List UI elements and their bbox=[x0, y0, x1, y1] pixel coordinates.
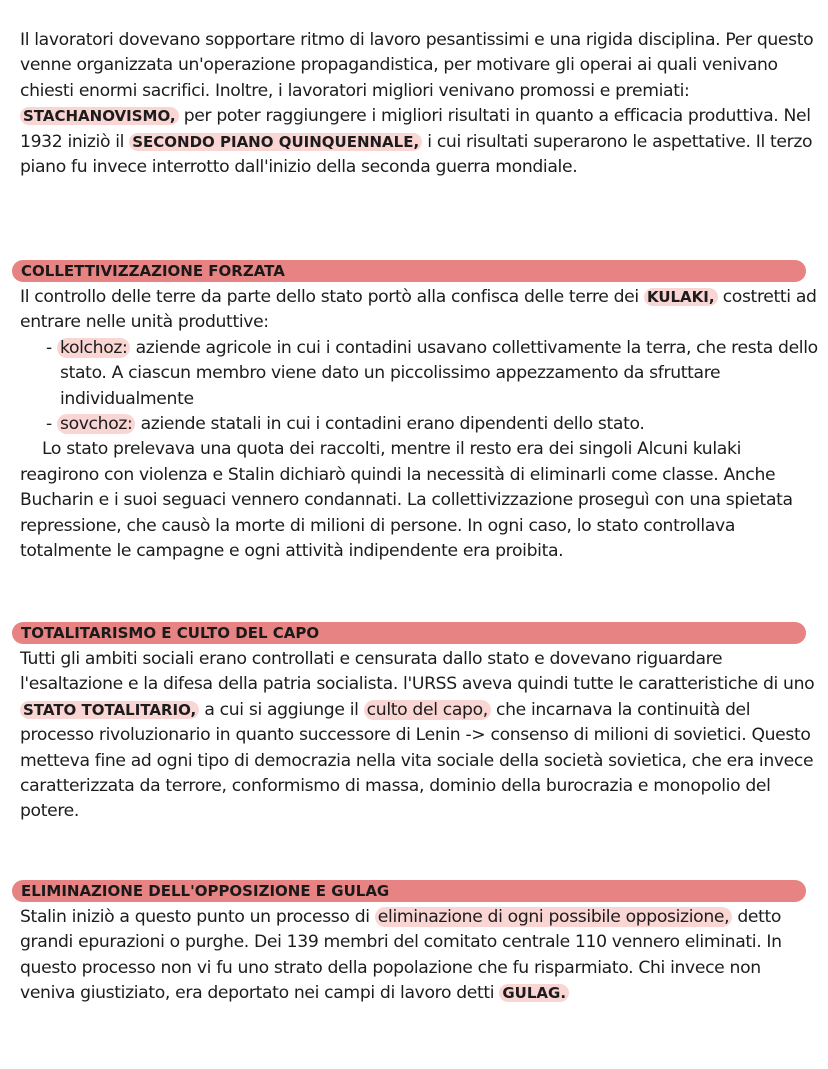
highlight-stato-totalitario: STATO TOTALITARIO, bbox=[20, 701, 199, 719]
bullet-kolchoz bbox=[20, 336, 820, 412]
text: detto grandi epurazioni o purghe. Dei 139 membri del comitato centrale 110 vennero eliminati. In questo processo non vi fu uno strato della popolazione che fu risparmiato. Chi invece non veniva giustiziato, era deportato nei campi di lavoro detti bbox=[20, 907, 782, 1004]
text: Il controllo delle terre da parte dello stato portò alla confisca delle terre dei bbox=[20, 287, 644, 307]
section-header-totalitarismo bbox=[12, 622, 806, 644]
highlight-eliminazione: eliminazione di ogni possibile opposizione, bbox=[375, 907, 732, 927]
eliminazione-paragraph bbox=[20, 905, 820, 1007]
bullet-dash: - bbox=[46, 337, 57, 358]
highlight-culto-del-capo: culto del capo, bbox=[364, 700, 491, 720]
section-title: COLLETTIVIZZAZIONE FORZATA bbox=[21, 262, 285, 280]
section-header-eliminazione bbox=[12, 880, 806, 902]
text: Stalin iniziò a questo punto un processo di bbox=[20, 907, 375, 927]
text: i cui risultati superarono le aspettative. Il terzo piano fu invece interrotto dall'inizio della seconda guerra mondiale. bbox=[20, 131, 813, 178]
text: costretti ad entrare nelle unità produttive: bbox=[20, 287, 817, 333]
text: per poter raggiungere i migliori risultati in quanto a efficacia produttiva. Nel 1932 iniziò il bbox=[20, 106, 811, 152]
text: aziende agricole in cui i contadini usavano collettivamente la terra, che resta dello stato. A ciascun membro viene dato un piccolissimo appezzamento da sfruttare individualmente bbox=[60, 337, 818, 409]
highlight-kolchoz: kolchoz: bbox=[57, 338, 131, 358]
text: che incarnava la continuità del processo rivoluzionario in quanto successore di Lenin -> consenso di milioni di sovietici. Questo metteva fine ad ogni tipo di democrazia nella vita sociale della società sovietica, che era invece caratterizzata da terrore, conformismo di massa, dominio della burocrazia e monopolio del potere. bbox=[20, 699, 814, 822]
section-title: ELIMINAZIONE DELL'OPPOSIZIONE E GULAG bbox=[21, 882, 390, 900]
text: a cui si aggiunge il bbox=[199, 699, 364, 720]
text: Tutti gli ambiti sociali erano controllati e censurata dallo stato e dovevano riguardare l'esaltazione e la difesa della patria socialista. l'URSS aveva quindi tutte le caratteristiche di uno bbox=[20, 649, 815, 695]
bullet-dash: - bbox=[46, 414, 57, 435]
highlight-stachanovismo: STACHANOVISMO, bbox=[20, 107, 179, 125]
text: Il lavoratori dovevano sopportare ritmo di lavoro pesantissimi e una rigida disciplina. Per questo venne organizzata un'operazione propagandistica, per motivare gli operai ai quali venivano chiesti enormi sacrifici. Inoltre, i lavoratori migliori venivano promossi e premiati: bbox=[20, 30, 814, 101]
highlight-secondo-piano: SECONDO PIANO QUINQUENNALE, bbox=[129, 133, 422, 151]
highlight-kulaki: KULAKI, bbox=[644, 288, 718, 306]
section-title: TOTALITARISMO E CULTO DEL CAPO bbox=[21, 624, 320, 642]
collettivizzazione-paragraph bbox=[20, 285, 820, 564]
section-header-collettivizzazione bbox=[12, 260, 806, 282]
text: aziende statali in cui i contadini erano dipendenti dello stato. bbox=[135, 414, 645, 435]
bullet-sovchoz bbox=[20, 412, 820, 437]
highlight-sovchoz: sovchoz: bbox=[57, 414, 136, 434]
intro-paragraph bbox=[20, 28, 820, 180]
highlight-gulag: GULAG. bbox=[499, 984, 569, 1002]
totalitarismo-paragraph bbox=[20, 647, 820, 825]
text: Lo stato prelevava una quota dei raccolti, mentre il resto era dei singoli Alcuni kulaki reagirono con violenza e Stalin dichiarò quindi la necessità di eliminarli come classe. Anche Bucharin e i suoi seguaci vennero condannati. La collettivizzazione proseguì con una spietata repressione, che causò la morte di milioni di persone. In ogni caso, lo stato controllava totalmente le campagne e ogni attività indipendente era proibita. bbox=[20, 439, 793, 562]
